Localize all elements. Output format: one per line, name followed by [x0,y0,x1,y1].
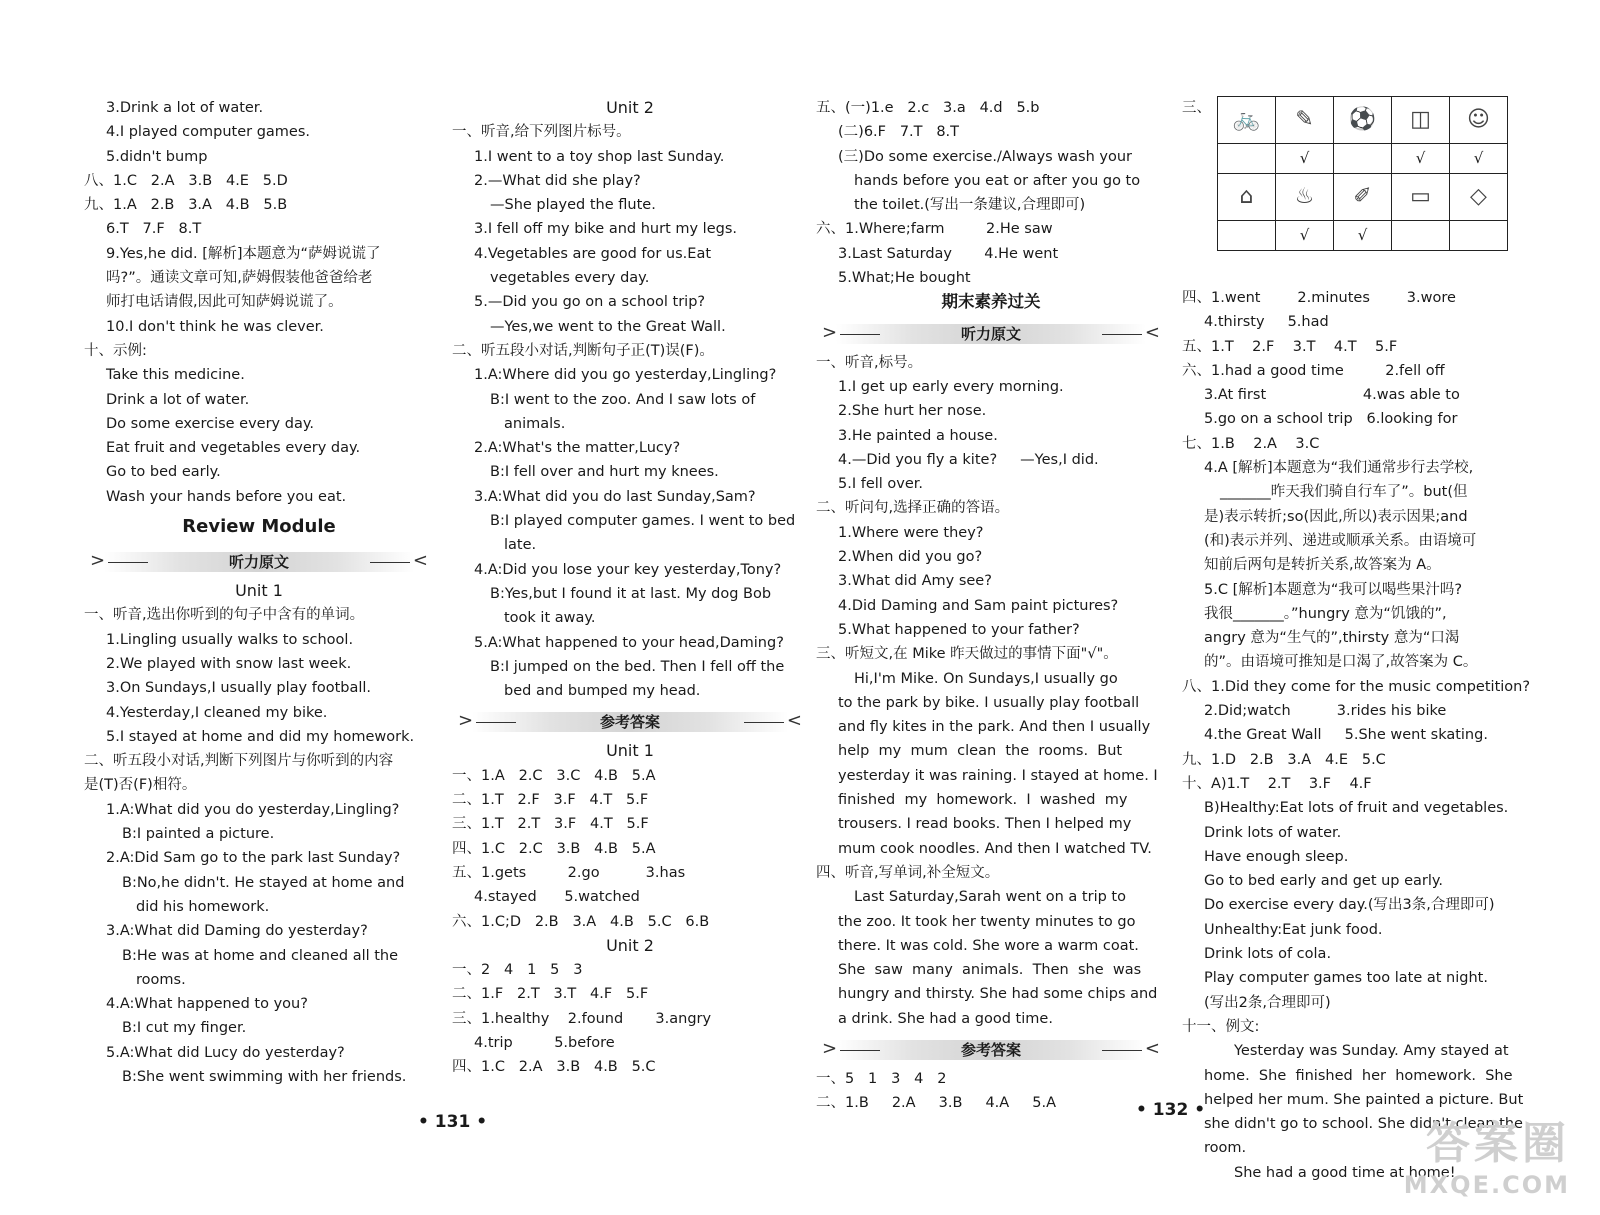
text-line: Last Saturday,Sarah went on a trip to [854,889,1126,906]
text-line: 5.What happened to your father? [838,621,1080,638]
check-cell [1392,221,1450,251]
text-line: 6.T 7.F 8.T [106,221,202,238]
text-line: 3.On Sundays,I usually play football. [106,680,372,697]
text-line: 5.I stayed at home and did my homework. [106,728,415,745]
section-label: 三、 [1182,100,1211,116]
banner-arrow-right-icon: < [786,710,802,732]
text-line: 5.What;He bought [838,270,971,287]
text-line: B:No,he didn't. He stayed at home and [122,874,405,891]
banner-title: 听力原文 [960,324,1021,343]
picture-table-block [1182,96,1552,286]
text-line: 3.At first 4.was able to [1204,387,1460,404]
text-line: 十一、例文: [1182,1018,1260,1035]
text-line: She saw many animals. Then she was [838,962,1142,979]
text-line: 4.trip 5.before [474,1034,615,1051]
text-line: 二、1.T 2.F 3.F 4.T 5.F [452,792,649,809]
text-line: 十、A)1.T 2.T 3.F 4.F [1182,775,1372,792]
text-line: B:I cut my finger. [122,1020,247,1037]
text-line: 四、听音,写单词,补全短文。 [816,864,1000,881]
text-line: 5.I fell over. [838,476,924,493]
football-kite-icon: ⚽ [1334,97,1392,144]
text-line: 二、1.B 2.A 3.B 4.A 5.A [816,1095,1057,1112]
text-line: 六、1.Where;farm 2.He saw [816,221,1053,238]
text-line: 知前后两句是转折关系,故答案为 A。 [1204,557,1441,574]
washing-icon: ◫ [1392,97,1450,144]
text-line: 七、1.B 2.A 3.C [1182,435,1320,452]
text-line: help my mum clean the rooms. But [838,743,1123,760]
text-line: 是(T)否(F)相符。 [84,777,197,794]
cleaning-icon: ⌂ [1218,174,1276,221]
text-line: a drink. She had a good time. [838,1010,1053,1027]
text-line: 5.A:What happened to your head,Daming? [474,634,784,651]
banner-arrow-right-icon: < [1144,321,1160,343]
text-line: 4.A:Did you lose your key yesterday,Tony? [474,561,782,578]
text-line: 9.Yes,he did. [解析]本题意为“萨姆说谎了 [106,245,381,262]
text-line: angry 意为“生气的”,thirsty 意为“口渴 [1204,630,1460,647]
text-line: 1.I went to a toy shop last Sunday. [474,148,725,165]
text-line: 4.—Did you fly a kite? —Yes,I did. [838,451,1099,468]
unit-heading: Unit 1 [235,581,283,601]
text-line: 一、5 1 3 4 2 [816,1070,947,1087]
text-line: 5.A:What did Lucy do yesterday? [106,1044,345,1061]
text-line: 1.I get up early every morning. [838,378,1064,395]
text-line: 是)表示转折;so(因此,所以)表示因果;and [1204,508,1468,525]
text-line: B:He was at home and cleaned all the [122,947,399,964]
text-line: Go to bed early and get up early. [1204,873,1444,890]
text-line: 2.When did you go? [838,549,983,566]
text-line: Eat fruit and vegetables every day. [106,440,361,457]
section-banner [84,546,434,576]
column-2 [452,96,808,1080]
text-line: 三、1.T 2.T 3.F 4.T 5.F [452,816,649,833]
text-line: (二)6.F 7.T 8.T [838,124,960,141]
text-line: 四、1.C 2.C 3.B 4.B 5.A [452,840,656,857]
text-line: Drink lots of water. [1204,824,1342,841]
check-cell [1450,221,1508,251]
text-line: 2.A:Did Sam go to the park last Sunday? [106,850,401,867]
text-line: 1.A:What did you do yesterday,Lingling? [106,801,400,818]
text-line: finished my homework. I washed my [838,792,1128,809]
check-cell: √ [1392,144,1450,174]
text-line: (三)Do some exercise./Always wash your [838,148,1133,165]
check-cell [1218,144,1276,174]
picture-check-table [1217,96,1508,251]
text-line: 四、1.C 2.A 3.B 4.B 5.C [452,1059,656,1076]
text-line: 八、1.C 2.A 3.B 4.E 5.D [84,172,288,189]
text-line: animals. [504,415,566,432]
watermark-logo-text: 答案圈 [1426,1118,1570,1169]
text-line: 2.—What did she play? [474,172,641,189]
text-line: (写出2条,合理即可) [1204,994,1331,1011]
text-line: 二、听五段小对话,判断下列图片与你听到的内容 [84,753,394,770]
text-line: 3.I fell off my bike and hurt my legs. [474,221,737,238]
banner-title: 参考答案 [599,713,660,732]
column-3 [816,96,1166,1116]
text-line: 4.Vegetables are good for us.Eat [474,245,712,262]
text-line: _______昨天我们骑自行车了”。but(但 [1220,484,1468,501]
unit-heading: Unit 1 [606,741,654,761]
text-line: home. She finished her homework. She [1204,1067,1513,1084]
text-line: 2.A:What's the matter,Lucy? [474,440,681,457]
text-line: 3.Drink a lot of water. [106,100,264,116]
text-line: 三、1.healthy 2.found 3.angry [452,1010,712,1027]
text-line: Drink a lot of water. [106,391,250,408]
unit-heading: Unit 2 [606,935,654,955]
text-line: 一、听音,选出你听到的句子中含有的单词。 [84,607,365,624]
text-line: Unhealthy:Eat junk food. [1204,921,1383,938]
text-line: B:I went to the zoo. And I saw lots of [490,391,756,408]
reading-icon: ☺ [1450,97,1508,144]
text-line: helped her mum. She painted a picture. But [1204,1091,1524,1108]
text-line: B:I jumped on the bed. Then I fell off the [490,658,785,675]
text-line: B:Yes,but I found it at last. My dog Bob [490,585,772,602]
text-line: 5.didn't bump [106,148,208,165]
text-line: 4.the Great Wall 5.She went skating. [1204,727,1488,744]
text-line: trousers. I read books. Then I helped my [838,816,1132,833]
check-cell: √ [1334,221,1392,251]
check-cell [1334,144,1392,174]
text-line: 4.I played computer games. [106,124,310,141]
kite-icon: ◇ [1450,174,1508,221]
text-line: did his homework. [136,898,270,915]
text-line: 六、1.C;D 2.B 3.A 4.B 5.C 6.B [452,913,710,930]
text-line: and fly kites in the park. And then I usually [838,719,1151,736]
text-line: Take this medicine. [106,367,245,384]
text-line: 4.Did Daming and Sam paint pictures? [838,597,1119,614]
text-line: bed and bumped my head. [504,683,701,700]
text-line: 三、听短文,在 Mike 昨天做过的事情下面"√"。 [816,646,1118,663]
watching-tv-icon: ▭ [1392,174,1450,221]
section-banner [816,1034,1166,1064]
text-line: 吗?”。通读文章可知,萨姆假装他爸爸给老 [106,270,373,287]
text-line: 五、(一)1.e 2.c 3.a 4.d 5.b [816,100,1040,116]
text-line: to the park by bike. I usually play football [838,694,1140,711]
text-line: 一、听音,标号。 [816,354,923,371]
section-heading: Review Module [182,516,336,538]
page-number-left: • 131 • [418,1112,488,1132]
homework-icon: ✎ [1276,97,1334,144]
text-line: 3.Last Saturday 4.He went [838,245,1059,262]
banner-arrow-right-icon: < [412,550,428,572]
watermark-url: MXQE.COM [1403,1171,1570,1199]
section-banner [816,318,1166,348]
site-watermark [1404,1107,1570,1199]
text-line: 1.Where were they? [838,524,984,541]
text-line: 二、听五段小对话,判断句子正(T)误(F)。 [452,342,714,359]
text-line: B:I fell over and hurt my knees. [490,464,719,481]
text-line: 一、1.A 2.C 3.C 4.B 5.A [452,767,656,784]
text-line: 五、1.T 2.F 3.T 4.T 5.F [1182,338,1398,355]
text-line: (和)表示并列、递进或顺承关系。由语境可 [1204,532,1477,549]
text-line: 4.A [解析]本题意为“我们通常步行去学校, [1204,460,1474,477]
text-line: 3.A:What did Daming do yesterday? [106,923,368,940]
text-line: Wash your hands before you eat. [106,488,347,505]
text-line: late. [504,537,537,554]
cycling-icon: 🚲 [1218,97,1276,144]
text-line: mum cook noodles. And then I watched TV. [838,840,1152,857]
text-line: 十、示例: [84,342,147,359]
check-cell: √ [1276,221,1334,251]
text-line: 2.We played with snow last week. [106,655,352,672]
text-line: 5.go on a school trip 6.looking for [1204,411,1458,428]
check-cell: √ [1276,144,1334,174]
text-line: Hi,I'm Mike. On Sundays,I usually go [854,670,1118,687]
banner-title: 参考答案 [960,1040,1021,1059]
painting-icon: ✐ [1334,174,1392,221]
banner-title: 听力原文 [228,553,289,572]
text-line: vegetables every day. [490,270,650,287]
text-line: the zoo. It took her twenty minutes to go [838,913,1136,930]
text-line: 5.C [解析]本题意为“我可以喝些果汁吗? [1204,581,1463,598]
text-line: rooms. [136,971,186,988]
check-cell: √ [1450,144,1508,174]
text-line: 4.A:What happened to you? [106,996,308,1013]
text-line: Play computer games too late at night. [1204,970,1488,987]
text-line: 二、听问句,选择正确的答语。 [816,500,1010,517]
column-4 [1182,96,1552,1185]
text-line: there. It was cold. She wore a warm coat. [838,937,1139,954]
text-line: B:She went swimming with her friends. [122,1068,407,1085]
banner-arrow-right-icon: < [1144,1037,1160,1059]
check-cell [1218,221,1276,251]
banner-arrow-left-icon: > [822,1037,838,1059]
text-line: yesterday it was raining. I stayed at home. I [838,767,1158,784]
text-line: room. [1204,1140,1247,1157]
text-line: the toilet.(写出一条建议,合理即可) [854,197,1086,214]
text-line: B:I played computer games. I went to bed [490,513,796,530]
text-line: Yesterday was Sunday. Amy stayed at [1234,1043,1509,1060]
banner-arrow-left-icon: > [822,321,838,343]
text-line: 10.I don't think he was clever. [106,318,324,335]
text-line: Do exercise every day.(写出3条,合理即可) [1204,897,1495,914]
text-line: 3.A:What did you do last Sunday,Sam? [474,488,756,505]
page-number-right: • 132 • [1136,1100,1206,1120]
column-1 [84,96,434,1089]
text-line: 我很_______。”hungry 意为“饥饿的”, [1204,605,1447,622]
text-line: B:I painted a picture. [122,826,275,843]
banner-arrow-left-icon: > [458,710,474,732]
text-line: 2.She hurt her nose. [838,403,987,420]
text-line: She had a good time at home! [1234,1164,1456,1181]
text-line: she didn't go to school. She didn't clean the [1204,1116,1523,1133]
text-line: 4.thirsty 5.had [1204,314,1329,331]
text-line: 5.—Did you go on a school trip? [474,294,706,311]
text-line: Do some exercise every day. [106,415,314,432]
text-line: Drink lots of cola. [1204,946,1332,963]
text-line: 2.Did;watch 3.rides his bike [1204,703,1447,720]
text-line: 一、听音,给下列图片标号。 [452,124,631,141]
text-line: 九、1.D 2.B 3.A 4.E 5.C [1182,751,1386,768]
text-line: —She played the flute. [490,197,656,214]
text-line: 3.What did Amy see? [838,573,992,590]
text-line: 师打电话请假,因此可知萨姆说谎了。 [106,294,343,311]
text-line: took it away. [504,610,596,627]
text-line: 二、1.F 2.T 3.T 4.F 5.F [452,986,649,1003]
text-line: 五、1.gets 2.go 3.has [452,864,686,881]
text-line: Go to bed early. [106,464,221,481]
text-line: 一、2 4 1 5 3 [452,962,583,979]
section-heading: 期末素养过关 [941,292,1041,312]
text-line: —Yes,we went to the Great Wall. [490,318,726,335]
text-line: 九、1.A 2.B 3.A 4.B 5.B [84,197,288,214]
section-banner [452,706,808,736]
text-line: Have enough sleep. [1204,848,1349,865]
text-line: 1.A:Where did you go yesterday,Lingling? [474,367,777,384]
text-line: 3.He painted a house. [838,427,998,444]
text-line: 的”。由语境可推知是口渴了,故答案为 C。 [1204,654,1478,671]
text-line: 4.stayed 5.watched [474,889,640,906]
text-line: hands before you eat or after you go to [854,172,1141,189]
text-line: 1.Lingling usually walks to school. [106,631,354,648]
banner-arrow-left-icon: > [90,550,106,572]
cooking-icon: ♨ [1276,174,1334,221]
text-line: hungry and thirsty. She had some chips and [838,986,1158,1003]
text-line: B)Healthy:Eat lots of fruit and vegetables. [1204,800,1509,817]
unit-heading: Unit 2 [606,98,654,117]
text-line: 六、1.had a good time 2.fell off [1182,362,1445,379]
text-line: 4.Yesterday,I cleaned my bike. [106,704,328,721]
text-line: 四、1.went 2.minutes 3.wore [1182,290,1456,306]
text-line: 八、1.Did they come for the music competition? [1182,678,1531,695]
